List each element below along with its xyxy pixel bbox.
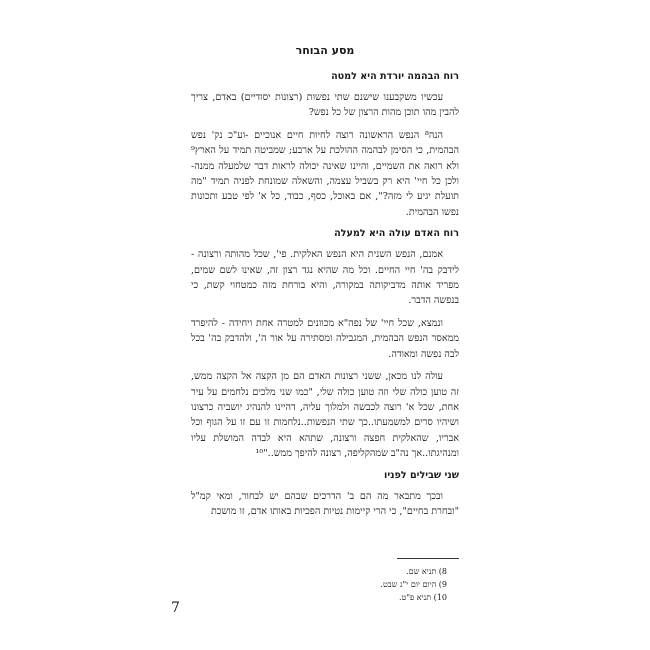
section-heading: רוח הבהמה יורדת היא למטה (331, 71, 459, 82)
footnote-rule (397, 558, 459, 559)
footnote: 8) תניא שם. (406, 567, 447, 576)
paragraph: ונמצא, שכל חיי' של נפה"א מכוונים למטרה אחת ויחידה - להיפרד ממאסר הנפש הבהמית, המגבילה ומסתירה על אור ה', ולהדבק בה' בכל לבה נפשה ומאודה. (191, 317, 459, 360)
section-heading: שני שבילים לפניו (384, 469, 459, 481)
paragraph: עולה לנו מכאן, ששני רצונות האדם הם מן הקצה אל הקצה ממש, זה טוען כולה שלי וזה טוען כולה שלי, "כמו שני מלכים נלחמים על עיר אחת, שכל א' רוצה לכבשה ולמלוך עליה, דהיינו להנהיג יושביה כרצונו ושיהיו סרים למשמעתו..כך שתי הנפשות..נלחמות זו עם זו על הגוף וכל אבריו, שהאלקית חפצה ורצונה, שתהא היא לבדה המושלת עליו ומנהיגתו..אך נה"ב שמהקליפה, רצונה להיפך ממש.."¹⁰ (191, 371, 459, 460)
page-body (191, 70, 459, 526)
footnote: 10) תניא פ"ט. (398, 593, 447, 602)
paragraph: אמנם, הנפש השנית היא הנפש האלקית. פי', שכל מהותה ורצונה -לידבק בה' חיי החיים. וכל מה שהיא נגד רצון זה, שאינו לשם שמים, מפריד אותה מדביקותה במקורה, והיא בורחת מזה כמטחוי קשת, כי בנפשה הדבר. (191, 249, 459, 307)
footnote: 9) היום יום י"ג שבט. (380, 580, 447, 589)
page-number: 7 (171, 600, 180, 616)
paragraph: עכשיו משקבענו שישנם שתי נפשות (רצונות יסודיים) באדם, צריך להבין מהו תוכן מהות הרצון של כל נפש? (191, 92, 459, 119)
paragraph: ובכך מתבאר מה הם ב' הדרכים שבהם יש לבחור, ומאי קמ"ל "ובחרת בחיים", כי הרי קיימות נטיות הפכיות באותו אדם, זו מושכת (191, 490, 459, 517)
section-heading: רוח האדם עולה היא למעלה (334, 228, 459, 240)
running-head: מסע הבוחר (295, 44, 355, 57)
footnotes (191, 558, 459, 604)
paragraph: הנה⁸ הנפש הראשונה רוצה לחיות חיים אנוכיים -וע"כ נק' נפש הבהמית, כי הסימן לבהמה ההולכת על ארבע; שמביטה תמיד על הארץ⁹ ולא רואה את השמיים, והיינו שאינה יכולה לראות דבר שלמעלה ממנה- ולכן כל חיי' היא רק בשביל עצמה, והשאלה שמונחת לפניה תמיד "מה תועלת יגיע לי מזה?", אם באוכל, כסף, כבוד, כל א' לפי טבע ותכונות נפשו הבהמית. (191, 129, 459, 218)
